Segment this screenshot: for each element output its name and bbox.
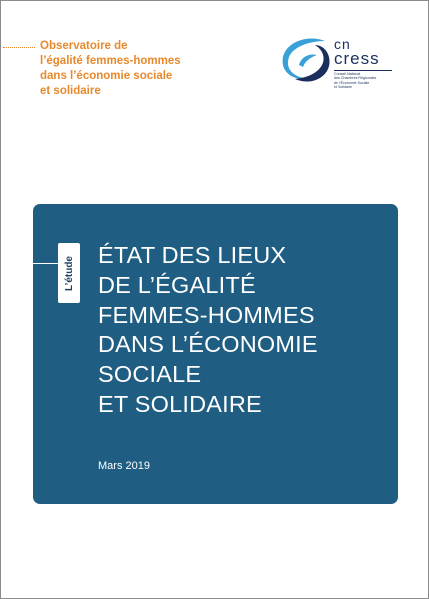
- logo-subtitle-line: Conseil National: [334, 72, 361, 76]
- title-line: FEMMES-HOMMES: [98, 301, 315, 328]
- observatoire-line: Observatoire de: [40, 40, 128, 52]
- observatoire-heading: [40, 39, 240, 99]
- study-tag: [58, 243, 80, 303]
- logo-subtitle-line: des Chambres Régionales: [334, 76, 377, 81]
- document-title: [98, 241, 393, 420]
- study-tag-label: L’étude: [63, 255, 75, 291]
- logo-subtitle-line: de l’Économie Sociale: [334, 80, 370, 85]
- swirl-logo-icon: [275, 35, 333, 85]
- dotted-rule: [3, 47, 35, 48]
- logo-cress-text: cress: [334, 49, 380, 68]
- title-line: DE L’ÉGALITÉ: [98, 271, 256, 298]
- tag-connector-line: [33, 263, 58, 264]
- observatoire-line: dans l’économie sociale: [40, 70, 173, 82]
- cncress-logo: [275, 31, 400, 93]
- logo-cn-text: cn: [334, 36, 351, 52]
- title-line: ET SOLIDAIRE: [98, 390, 262, 417]
- observatoire-line: l’égalité femmes-hommes: [40, 55, 181, 67]
- logo-subtitle-line: et Solidaire: [334, 84, 352, 89]
- observatoire-line: et solidaire: [40, 85, 101, 97]
- publication-date: Mars 2019: [98, 460, 150, 472]
- logo-rule: [334, 70, 392, 71]
- title-line: DANS L’ÉCONOMIE: [98, 331, 318, 358]
- title-line: ÉTAT DES LIEUX: [98, 242, 287, 268]
- logo-subtitle: [334, 72, 400, 89]
- title-line: SOCIALE: [98, 361, 202, 388]
